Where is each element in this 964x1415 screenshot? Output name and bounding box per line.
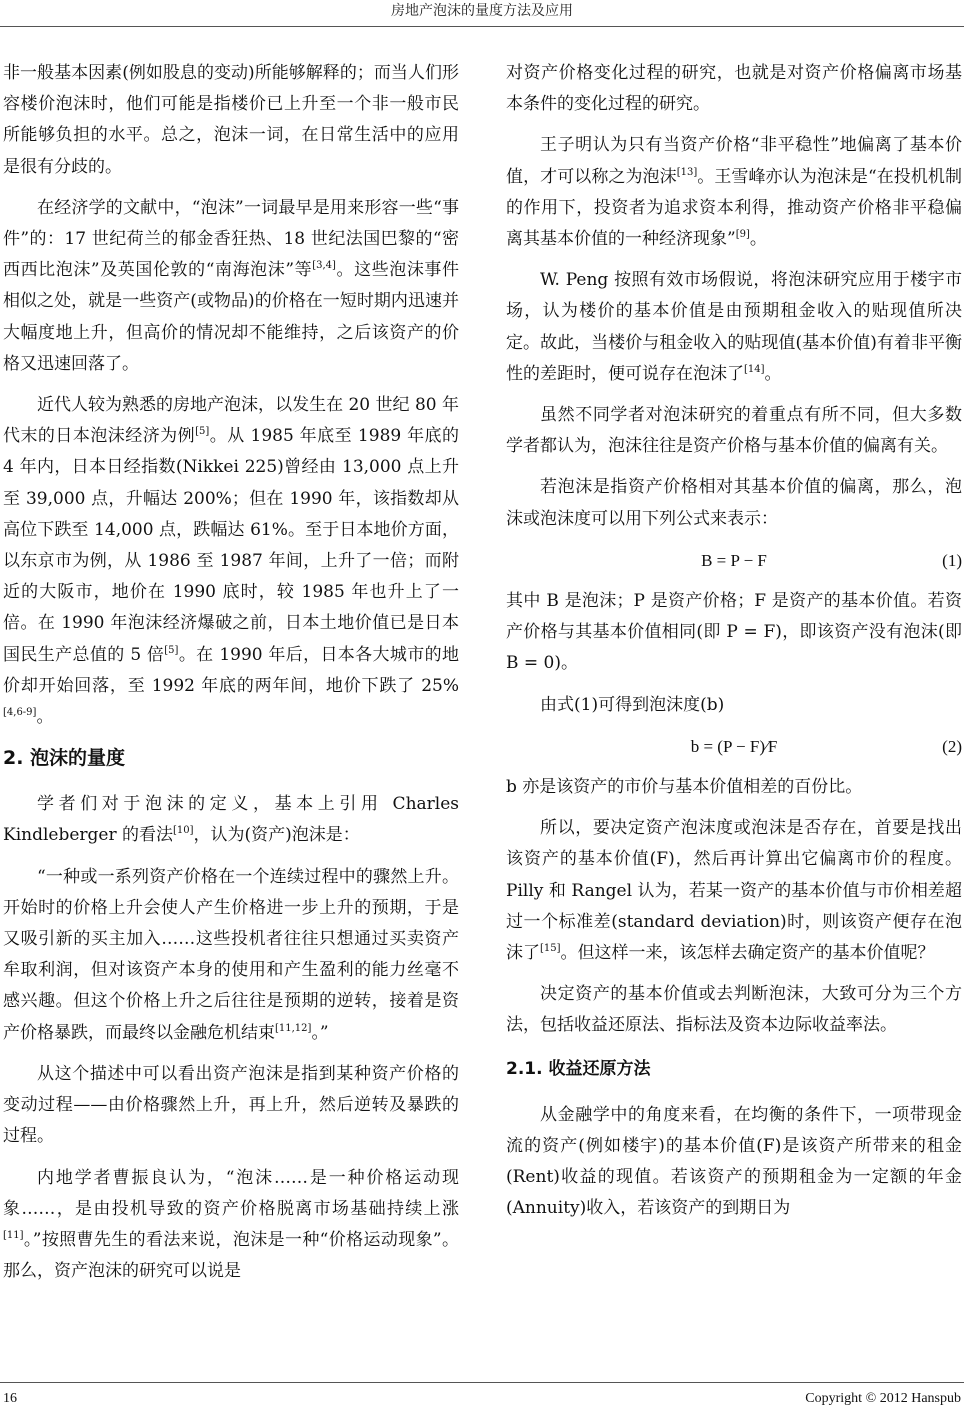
citation: [5] bbox=[164, 644, 179, 656]
paragraph-text: 从金融学中的角度来看，在均衡的条件下，一项带现金流的资产(例如楼宇)的基本价值(F)是该资产所带来的租金(Rent)收益的现值。若该资产的预期租金为一定额的年金(Annuity)收入，若该资产的到期日为 bbox=[506, 1104, 962, 1219]
page-number: 16 bbox=[3, 1391, 17, 1406]
right-column bbox=[506, 58, 962, 1234]
paragraph-text: 王子明认为只有当资产价格“非平稳性”地偏离了基本价值，才可以称之为泡沫 bbox=[506, 135, 962, 187]
paragraph bbox=[506, 979, 962, 1041]
paragraph-text: 在经济学的文献中，“泡沫”一词最早是用来形容一些“事件”的：17 世纪荷兰的郁金香狂热、18 世纪法国巴黎的“密西西比泡沫”及英国伦敦的“南海泡沫”等 bbox=[3, 197, 459, 281]
equation-number: (2) bbox=[942, 736, 962, 756]
paragraph-text: 决定资产的基本价值或去判断泡沫，大致可分为三个方法，包括收益还原法、指标法及资本边际收益率法。 bbox=[506, 984, 962, 1036]
paragraph-text: 所以，要决定资产泡沫度或泡沫是否存在，首要是找出该资产的基本价值(F)，然后再计算出它偏离市价的程度。Pilly 和 Rangel 认为，若某一资产的基本价值与市价相差超过一个标准差(standard deviation)时，则该资产便存在泡沫了 bbox=[506, 818, 962, 964]
paragraph bbox=[3, 390, 459, 733]
paragraph-text: ，认为(资产)泡沫是： bbox=[193, 825, 360, 846]
paragraph bbox=[506, 1100, 962, 1225]
running-header-title: 房地产泡沫的量度方法及应用 bbox=[391, 3, 573, 19]
citation: [3,4] bbox=[312, 260, 336, 272]
equation-2 bbox=[506, 731, 962, 762]
paragraph-text: W. Peng 按照有效市场假说，将泡沫研究应用于楼宇市场，认为楼价的基本价值是由预期租金收入的贴现值所决定。故此，当楼价与租金收入的贴现值(基本价值)有着非平衡性的差距时，便可说存在泡沫了 bbox=[506, 270, 962, 384]
paragraph-text: 近代人较为熟悉的房地产泡沫，以发生在 20 世纪 80 年代末的日本泡沫经济为例 bbox=[3, 395, 459, 447]
section-heading: 2. 泡沫的量度 bbox=[3, 747, 126, 770]
paragraph-text: 。从 1985 年底至 1989 年底的 4 年内，日本日经指数(Nikkei 225)曾经由 13,000 点上升至 39,000 点，升幅达 200%；但在 1990 年，该指数却从高位下跌至 14,000 点，跌幅达 61%。至于日本地价方面，以东京市为例，从 1986 至 1987 年间，上升了一倍；而附近的大阪市，地价在 1990 底时，较 1985 年也升上了一倍。在 1990 年泡沫经济爆破之前，日本土地价值已是日本国民生产总值的 5 倍 bbox=[3, 426, 459, 665]
paragraph-text: 非一般基本因素(例如股息的变动)所能够解释的；而当人们形容楼价泡沫时，他们可能是指楼价已上升至一个非一般市民所能够负担的水平。总之，泡沫一词，在日常生活中的应用是很有分歧的。 bbox=[3, 63, 459, 177]
paragraph-text: 。在 1990 年后，日本各大城市的地价却开始回落，至 1992 年底的两年间，地价下跌了 25% bbox=[3, 644, 459, 696]
citation: [11] bbox=[3, 1229, 24, 1241]
paragraph bbox=[3, 789, 459, 851]
running-header bbox=[0, 0, 964, 27]
paragraph bbox=[3, 58, 459, 183]
page-footer bbox=[0, 1382, 964, 1415]
paragraph-text: 从这个描述中可以看出资产泡沫是指到某种资产价格的变动过程——由价格骤然上升，再上升，然后逆转及暴跌的过程。 bbox=[3, 1063, 459, 1147]
citation: [11,12] bbox=[275, 1022, 312, 1034]
citation: [15] bbox=[540, 943, 561, 955]
paragraph bbox=[3, 1163, 459, 1288]
paragraph bbox=[506, 813, 962, 969]
paragraph-text: 。但这样一来，该怎样去确定资产的基本价值呢？ bbox=[560, 943, 935, 964]
paragraph bbox=[506, 690, 962, 721]
copyright-notice: Copyright © 2012 Hanspub bbox=[805, 1391, 961, 1406]
paragraph-text: 由式(1)可得到泡沫度(b) bbox=[540, 694, 725, 715]
paragraph-text: 。王雪峰亦认为泡沫是“在投机机制的作用下，投资者为追求资本利得，推动资产价格非平稳偏离其基本价值的一种经济现象” bbox=[506, 166, 962, 250]
paragraph-text: 。这些泡沫事件相似之处，就是一些资产(或物品)的价格在一短时期内迅速并大幅度地上升，但高价的情况却不能维持，之后该资产的价格又迅速回落了。 bbox=[3, 260, 459, 374]
subsection-heading: 2.1. 收益还原方法 bbox=[506, 1058, 651, 1079]
citation: [9] bbox=[735, 229, 750, 241]
block-quote bbox=[3, 862, 459, 1049]
paragraph bbox=[3, 193, 459, 380]
paragraph-text: 若泡沫是指资产价格相对其基本价值的偏离，那么，泡沫或泡沫度可以用下列公式来表示： bbox=[506, 477, 962, 529]
paragraph-text: 内地学者曹振良认为，“泡沫……是一种价格运动现象……，是由投机导致的资产价格脱离市场基础持续上涨 bbox=[3, 1167, 459, 1219]
paragraph-text: 虽然不同学者对泡沫研究的着重点有所不同，但大多数学者都认为，泡沫往往是资产价格与基本价值的偏离有关。 bbox=[506, 405, 962, 457]
paragraph-text: 其中 B 是泡沫；P 是资产价格；F 是资产的基本价值。若资产价格与其基本价值相同(即 P = F)，即该资产没有泡沫(即 B = 0)。 bbox=[506, 591, 962, 674]
paragraph-text: 。 bbox=[749, 229, 767, 250]
paragraph bbox=[506, 58, 962, 120]
paragraph bbox=[506, 130, 962, 255]
equation-body: b = (P − F)∕F bbox=[690, 736, 778, 756]
paragraph-text: 。”按照曹先生的看法来说，泡沫是一种“价格运动现象”。那么，资产泡沫的研究可以说是 bbox=[3, 1229, 459, 1282]
paragraph bbox=[3, 1059, 459, 1153]
quote-text: “一种或一系列资产价格在一个连续过程中的骤然上升。开始时的价格上升会使人产生价格进一步上升的预期，于是又吸引新的买主加入……这些投机者往往只想通过买卖资产牟取利润，但对该资产本身的使用和产生盈利的能力丝毫不感兴趣。但这个价格上升之后往往是预期的逆转，接着是资产价格暴跌，而最终以金融危机结束 bbox=[3, 866, 459, 1043]
citation: [4,6-9] bbox=[3, 707, 37, 719]
citation: [5] bbox=[195, 426, 210, 438]
citation: [13] bbox=[676, 166, 698, 178]
quote-text: 。” bbox=[311, 1022, 329, 1043]
paragraph-text: 对资产价格变化过程的研究，也就是对资产价格偏离市场基本条件的变化过程的研究。 bbox=[506, 63, 962, 115]
paragraph-text: 。 bbox=[36, 707, 54, 728]
paragraph-text: 学者们对于泡沫的定义，基本上引用 Charles Kindleberger 的看法 bbox=[3, 794, 459, 846]
citation: [14] bbox=[744, 363, 765, 375]
equation-body: B = P − F bbox=[701, 550, 767, 570]
paragraph bbox=[506, 265, 962, 390]
left-column bbox=[3, 58, 459, 1297]
equation-1 bbox=[506, 545, 962, 576]
citation: [10] bbox=[173, 825, 194, 837]
paragraph bbox=[506, 400, 962, 462]
paragraph bbox=[506, 472, 962, 534]
paragraph bbox=[506, 772, 962, 803]
equation-number: (1) bbox=[942, 550, 962, 570]
paragraph-text: b 亦是该资产的市价与基本价值相差的百份比。 bbox=[506, 777, 863, 798]
paragraph-text: 。 bbox=[764, 363, 782, 384]
paragraph bbox=[506, 586, 962, 680]
